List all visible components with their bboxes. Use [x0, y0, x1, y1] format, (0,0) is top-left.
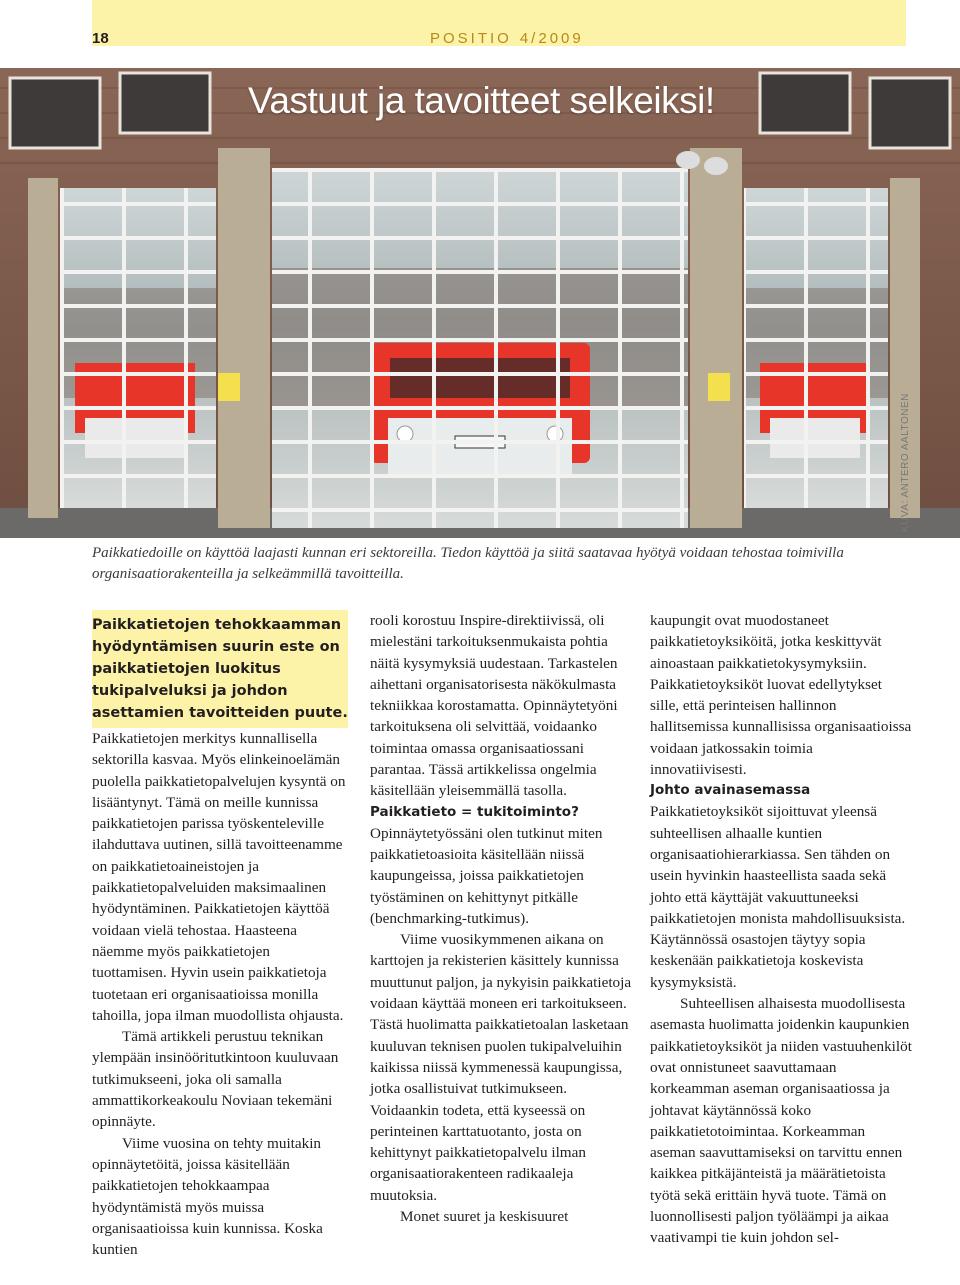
magazine-name: POSITIO	[430, 30, 512, 47]
body-paragraph: Paikkatietoyksiköt sijoittuvat yleensä suhteellisen alhaalle kuntien organisaatiohierarkiassa. Sen tähden on usein hyvinkin haasteellista saada sekä johto että käyttäjät vakuuttuneeksi paikkatietojen monista mahdollisuuksista. Käytännössä osastojen täytyy sopia keskenään paikkatietoja koskevista kysymyksistä.	[650, 803, 906, 991]
article-column-2	[370, 610, 632, 1227]
body-paragraph: Tämä artikkeli perustuu teknikan ylempään insinööritutkintoon kuuluvaan tutkimukseeni, joka oli samalla ammattikorkeakoulu Noviaan tekemäni opinnäyte.	[92, 1028, 339, 1131]
fire-station-photo	[0, 68, 960, 538]
issue-number: 4/2009	[519, 30, 584, 47]
article-column-1	[92, 610, 346, 1260]
article-headline: Vastuut ja tavoitteet selkeiksi!	[248, 80, 715, 121]
body-paragraph: Monet suuret ja keskisuuret	[400, 1208, 569, 1226]
body-paragraph: Paikkatietojen merkitys kunnallisella sektorilla kasvaa. Myös elinkeinoelämän puolella paikkatietopalvelujen kysyntä on lisääntynyt. Tämä on meille kunnissa paikkatietojen parissa työskenteleville ilahduttava uutinen, sillä tavoitteenamme on paikkatietoaineistojen ja paikkatietopalveluiden maksimaalinen hyödyntäminen. Paikkatietojen käyttöä voidaan vielä tehostaa. Haasteena näemme myös paikkatietojen tuottamisen. Hyvin usein paikkatietoja tuotetaan eri organisaatioissa monilla tahoilla, jopa ilman muodollista ohjausta.	[92, 730, 346, 1024]
section-heading: Paikkatieto = tukitoiminto?	[370, 803, 579, 820]
body-paragraph: Viime vuosina on tehty muitakin opinnäytetöitä, joissa käsitellään paikkatietojen tehokkaampaa hyödyntämistä myös muissa organisaatioissa kuin kunnissa. Koska kuntien	[92, 1134, 323, 1259]
article-column-3	[650, 610, 912, 1249]
section-heading: Johto avainasemassa	[650, 782, 811, 799]
body-paragraph: Viime vuosikymmenen aikana on karttojen ja rekisterien käsittely kunnissa muuttunut paljon, ja nykyisin paikkatietoja voidaan käyttää moneen eri tarkoitukseen. Tästä huolimatta paikkatietoalan lasketaan kuuluvan teknisen puolen tukipalveluihin kaikissa niissä kymmenessä kaupungissa, jotka osallistuivat tutkimukseen. Voidaankin todeta, että kyseessä on perinteinen karttatuotanto, josta on kehittynyt paikkatietopalvelu ilman organisaatiorakenteen radikaaleja muutoksia.	[370, 931, 632, 1204]
lead-paragraph: Paikkatietojen tehokkaamman hyödyntämisen suurin este on paikkatietojen luokitus tukipalveluksi ja johdon asettamien tavoitteiden puute.	[92, 610, 348, 728]
fire-station-illustration	[0, 68, 960, 538]
photo-credit: KUVA: ANTERO AALTONEN	[900, 393, 911, 532]
page-number: 18	[92, 30, 109, 47]
magazine-title	[430, 30, 584, 47]
page-header	[92, 0, 906, 46]
body-paragraph: rooli korostuu Inspire-direktiivissä, oli mielestäni tarkoituksenmukaista pohtia näitä kysymyksiä uudestaan. Tarkastelen aihettani organisatorisesta näkökulmasta tekniikkaa korostamatta. Opinnäytetyöni tarkoituksena oli selvittää, voidaanko toimintaa omassa organisaatiossani parantaa. Tässä artikkelissa ongelmia käsitellään yleisemmällä tasolla.	[370, 612, 618, 800]
body-paragraph: kaupungit ovat muodostaneet paikkatietoyksiköitä, jotka keskittyvät ainoastaan paikkatietokysymyksiin. Paikkatietoyksiköt luovat edellytykset sille, että perinteisen hallinnon hallitsemissa kunnallisissa organisaatioissa voidaan jatkossakin toimia innovatiivisesti.	[650, 612, 912, 779]
body-paragraph: Opinnäytetyössäni olen tutkinut miten paikkatietoasioita käsitellään niissä kaupungeissa, joissa paikkatietojen työstäminen on kehittynyt pitkälle (benchmarking-tutkimus).	[370, 824, 603, 927]
body-paragraph: Suhteellisen alhaisesta muodollisesta asemasta huolimatta joidenkin kaupunkien paikkatietoyksiköt ja niiden vastuuhenkilöt ovat onnistuneet saavuttamaan korkeamman aseman organisaatiossa ja johtavat käytännössä koko paikkatietotoimintaa. Korkeamman aseman saavuttamiseksi on tarvittu ennen kaikkea pitkäjänteistä ja määrätietoista työtä sekä erittäin hyvä tuote. Tämä on luonnollisesti paljon työläämpi ja aikaa vaativampi tie kuin johdon sel-	[650, 995, 912, 1247]
photo-caption: Paikkatiedoille on käyttöä laajasti kunnan eri sektoreilla. Tiedon käyttöä ja siitä saatavaa hyötyä voidaan tehostaa toimivilla organisaatiorakenteilla ja selkeämmillä tavoitteilla.	[92, 545, 844, 582]
